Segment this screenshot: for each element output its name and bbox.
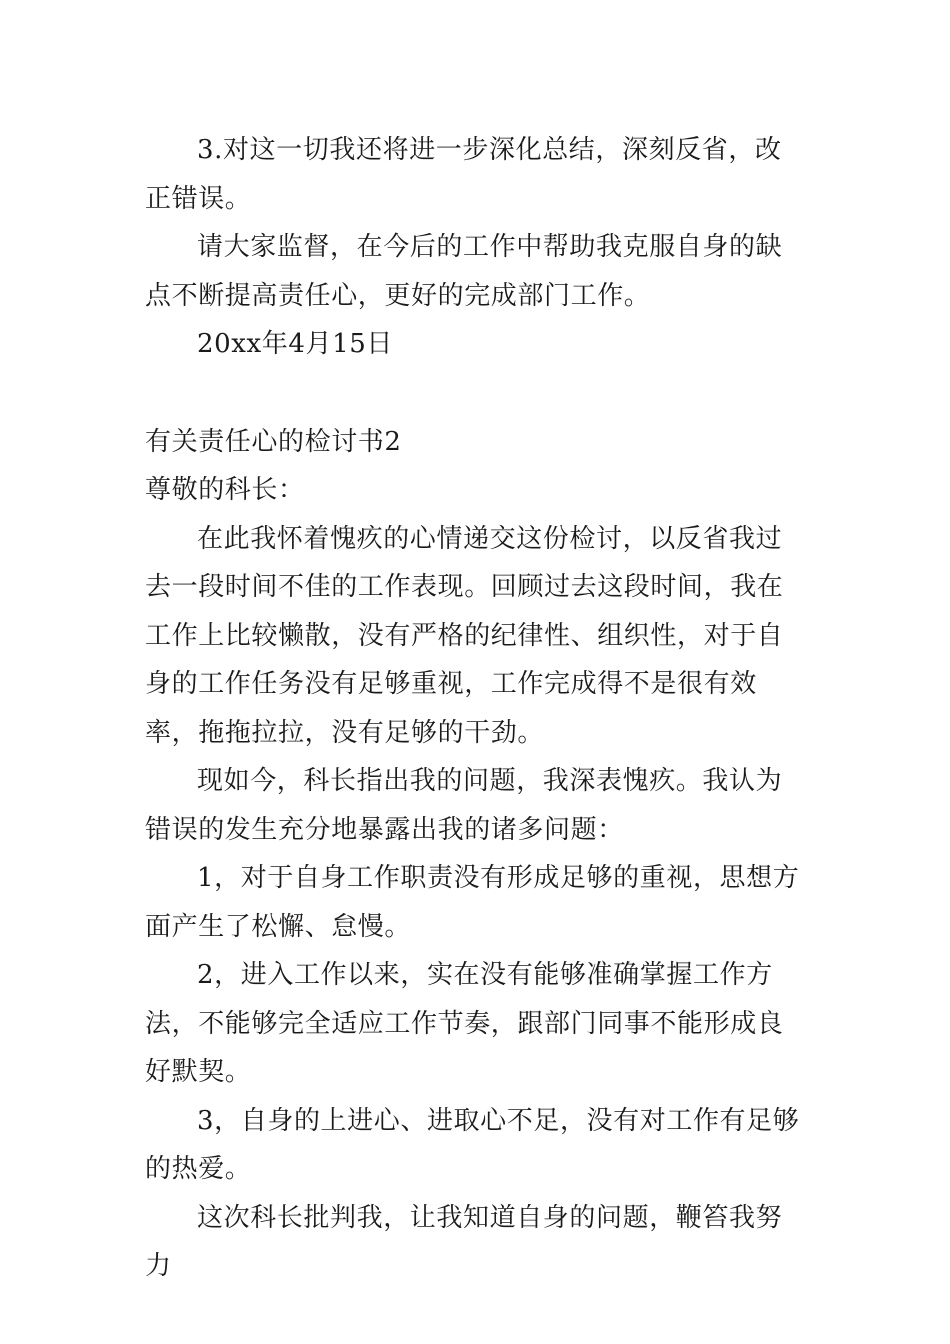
paragraph-closing-point-3: 3.对这一切我还将进一步深化总结，深刻反省，改正错误。: [145, 135, 782, 214]
paragraph-problem-1: 1，对于自身工作职责没有形成足够的重视，思想方面产生了松懈、怠慢。: [145, 863, 800, 942]
paragraph-problem-3: 3，自身的上进心、进取心不足，没有对工作有足够的热爱。: [145, 1105, 800, 1184]
section-title: 有关责任心的检讨书2: [145, 426, 402, 457]
paragraph-acknowledgement: 现如今，科长指出我的问题，我深表愧疚。我认为错误的发生充分地暴露出我的诸多问题：: [145, 766, 783, 845]
document-date: 20xx年4月15日: [197, 329, 394, 359]
salutation: 尊敬的科长：: [145, 475, 305, 505]
paragraph-intro: 在此我怀着愧疚的心情递交这份检讨，以反省我过去一段时间不佳的工作表现。回顾过去这段时间，我在工作上比较懒散，没有严格的纪律性、组织性，对于自身的工作任务没有足够重视，工作完成得不是很有效率，拖拖拉拉，没有足够的干劲。: [145, 523, 784, 748]
paragraph-request-supervision: 请大家监督，在今后的工作中帮助我克服自身的缺点不断提高责任心，更好的完成部门工作。: [145, 232, 783, 311]
paragraph-conclusion: 这次科长批判我，让我知道自身的问题，鞭笞我努力: [145, 1202, 783, 1281]
document-body: [145, 126, 807, 1291]
paragraph-problem-2: 2，进入工作以来，实在没有能够准确掌握工作方法，不能够完全适应工作节奏，跟部门同事不能形成良好默契。: [145, 960, 784, 1087]
